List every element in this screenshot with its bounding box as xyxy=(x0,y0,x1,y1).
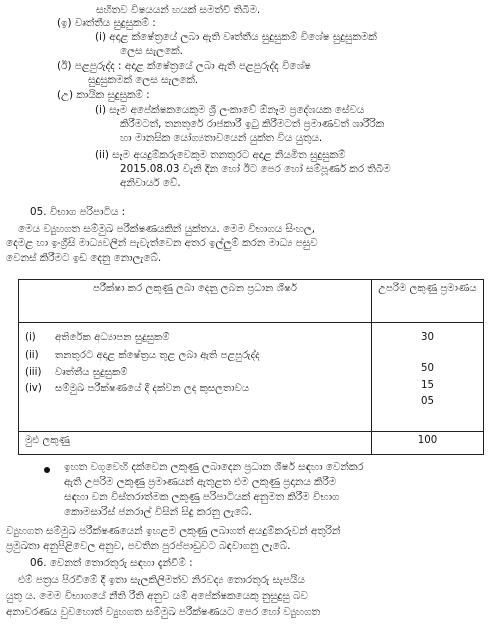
row-label: තනතුරට අදාළ ක්ෂේත්‍රය තුළ ලබා ඇති පළපුරුද්ද xyxy=(55,350,260,362)
tail-line-2: ප්‍රමුඛතා අනුපිළිවෙල අනුව, පවතින පුරප්පාඩුවට බඳවාගනු ලැබේ. xyxy=(6,540,291,552)
row-number: (ii) xyxy=(25,350,39,362)
text-line-16: දෙමළ හා ඉංග්‍රීසි මාධ්‍යවලින් පැවැත්වෙන අතර ඉල්ලුම් කරන මාධ්‍ය පසුව xyxy=(6,237,318,249)
bullet-line-3: සඳහා වන විස්තරාත්මක ලකුණු පරිපාටියක් අනුමත කිරීම විභාග xyxy=(64,491,340,503)
table-row xyxy=(25,331,365,344)
bullet-line-2: ඇති උපරිම ලකුණු ප්‍රමාණයන් ඇතුළත එම ලකුණු ප්‍රදානය කිරීම xyxy=(64,476,337,488)
text-line-4: ලෙස සැලකේ. xyxy=(120,45,183,57)
text-line-8: (i) සෑම අපේක්ෂකයෙකුම ශ්‍රී ලංකාවේ ඕනෑම ප්‍රදේශයක සේවය xyxy=(95,104,365,116)
text-line-3: (i) අදාළ ක්ෂේත්‍රයේ ලබා ඇති වෘත්තීය සුදුසුකම් විශේෂ සුදුසුකමක් xyxy=(95,31,377,43)
row-label: වෘත්තීය සුදුසුකම් xyxy=(55,367,128,379)
text-line-11: (ii) සෑම අයදුම්කරුවෙකුම තනතුරට අදාළ නියමිත සුදුසුකම් xyxy=(95,149,346,161)
text-line-15: මෙය ව්‍යුහගත සම්මුඛ පරීක්ෂණයකින් යුක්තය. මෙම විභාගය සිංහල, xyxy=(18,223,316,235)
row-label: සම්මුඛ පරීක්ෂණයේ දී දක්වන ලද කුසලතාවය xyxy=(55,383,250,395)
max-marks-cell xyxy=(372,323,484,432)
total-value-cell: 100 xyxy=(372,432,484,455)
subheading-physical-qualifications: (උ) කායික සුදුසුකම් : xyxy=(57,89,150,101)
text-line-9: කිරීමටත්, තනතුරේ රාජකාරී ඉටු කිරීමටත් ප්‍රමාණවත් ශාරීරික xyxy=(120,118,385,130)
table-row xyxy=(25,366,365,379)
max-mark-value: 15 xyxy=(421,380,434,392)
text-line-13: අනිවාර්ය වේ. xyxy=(120,177,181,189)
subheading-experience: (ඊ) පළපුරුද්ද : අදාළ ක්ෂේත්‍රයේ ලබා ඇති පළපුරුද්ද විශේෂ xyxy=(57,60,311,72)
marks-table-total-row xyxy=(19,432,484,455)
marks-table-header xyxy=(19,280,484,323)
text-line-1: සහිතව විෂයයන් හයක් සමත්වී තිබීම. xyxy=(96,4,261,16)
tail-line-4: ළුම් පත්‍රය පිරවීමේ දී ඉතා සැලකිලිමත්ව නිරවද්‍ය තොරතුරු සැපයිය xyxy=(18,574,305,586)
subheading-professional-qualifications: (ඉ) වෘත්තීය සුදුසුකම් : xyxy=(57,17,156,29)
bullet-line-4: කොමසාරිස් ජනරාල් විසින් සිදු කරනු ලැබේ. xyxy=(64,506,252,518)
header-criteria: පරීක්ෂා කර ලකුණු ලබා දෙනු ලබන ප්‍රධාන ශීර්ෂ xyxy=(19,280,372,323)
row-number: (iii) xyxy=(25,367,42,379)
table-row xyxy=(25,349,365,362)
header-max-marks: උපරිම ලකුණු ප්‍රමාණය xyxy=(372,280,484,323)
row-number: (iv) xyxy=(25,383,42,395)
section-heading-examination-procedure: 05. විභාග පරිපාටිය : xyxy=(30,206,126,218)
text-line-17: වෙනස් කිරීමට ඉඩ දෙනු නොලැබේ. xyxy=(6,252,162,264)
total-label-cell: මුළු ලකුණු xyxy=(19,432,372,455)
max-mark-value: 30 xyxy=(421,332,434,343)
section-heading-other-information: 06. වෙනත් තොරතුරු සඳහා දැන්වීම් : xyxy=(30,557,193,569)
row-number: (i) xyxy=(25,332,36,343)
criteria-cell xyxy=(19,323,372,432)
table-row xyxy=(25,382,365,395)
max-mark-value: 05 xyxy=(421,396,434,408)
bullet-line-1: ඉහත වගුවෙහි දක්වෙන ලකුණු ලබාදෙන ප්‍රධාන ශීර්ෂ සඳහා වෙන්කර xyxy=(64,461,364,473)
max-mark-value: 50 xyxy=(421,363,434,375)
bullet-icon xyxy=(44,467,50,473)
tail-line-6: අනාවරණය වුවහොත් ව්‍යුහගත සම්මුඛ පරීක්ෂණයට පෙර හෝ ව්‍යුහගත xyxy=(6,606,320,618)
text-line-12: 2015.08.03 වැනි දින හෝ ඊට පෙර හෝ සම්පූර්ණ කර තිබීම xyxy=(120,163,391,175)
text-line-10: හා මානසික යෝග්‍යතාවයෙන් යුක්ත විය යුතුය. xyxy=(120,132,323,144)
marks-table-body xyxy=(19,323,484,432)
row-label: අතිරේක අධ්‍යාපන සුදුසුකම් xyxy=(55,332,170,343)
tail-line-5: යුතු ය. මෙම විභාගයේ නීති රීති අනුව යම් අපේක්ෂකයෙකු නුසුදුසු බව xyxy=(6,590,308,602)
tail-line-1: ව්‍යුහගත සම්මුඛ පරීක්ෂණයෙන් ඉහළම ලකුණු ලබාගත් අයදුම්කරුවන් අතුරින් xyxy=(6,525,341,537)
text-line-6: සුදුසුකමක් ලෙස සැලකේ. xyxy=(88,74,199,86)
marks-table xyxy=(18,279,484,455)
